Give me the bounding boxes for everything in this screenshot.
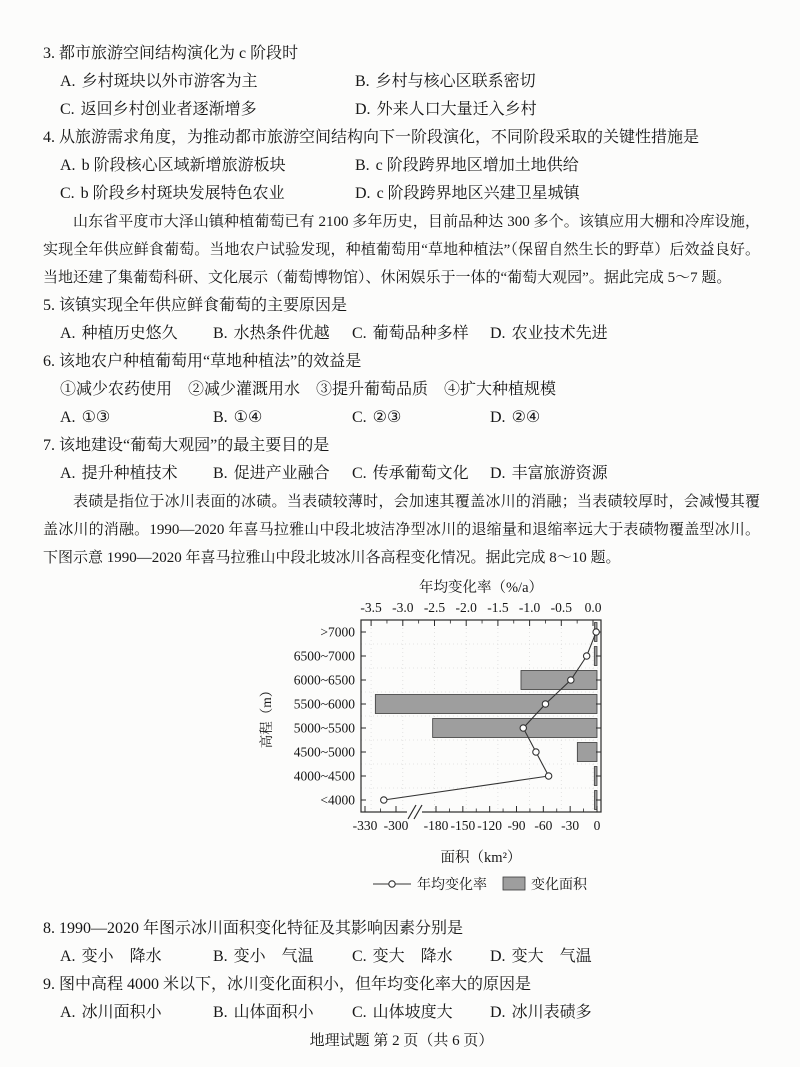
option-label: C. bbox=[352, 465, 367, 482]
question-q5 bbox=[43, 292, 760, 348]
top-axis-tick-label: 0.0 bbox=[584, 600, 602, 615]
bottom-axis-tick-label: -60 bbox=[534, 818, 553, 833]
option-text: 农业技术先进 bbox=[511, 325, 608, 342]
option-label: A. bbox=[60, 409, 76, 426]
option-text: 冰川面积小 bbox=[81, 1004, 162, 1021]
options-row bbox=[60, 320, 760, 348]
question-q4 bbox=[43, 124, 760, 208]
question-number: 3. bbox=[43, 45, 55, 62]
area-change-bar bbox=[433, 719, 597, 738]
option-label: C. bbox=[352, 325, 367, 342]
option-label: D. bbox=[490, 948, 506, 965]
option-text: ②③ bbox=[372, 409, 402, 426]
option-label: C. bbox=[352, 1004, 367, 1021]
option-text: b 阶段核心区域新增旅游板块 bbox=[81, 157, 286, 174]
category-label: 6000~6500 bbox=[293, 672, 355, 688]
option-B bbox=[213, 943, 352, 971]
question-stem-line bbox=[43, 40, 760, 68]
option-label: D. bbox=[490, 465, 506, 482]
option-label: B. bbox=[213, 325, 228, 342]
option-label: B. bbox=[355, 157, 370, 174]
option-text: 山体面积小 bbox=[233, 1004, 314, 1021]
question-number: 6. bbox=[43, 353, 55, 370]
sub-items-text: ①减少农药使用 ②减少灌溉用水 ③提升葡萄品质 ④扩大种植规模 bbox=[60, 381, 557, 398]
option-A bbox=[60, 320, 213, 348]
top-axis-tick-label: -3.5 bbox=[360, 600, 382, 615]
option-text: 水热条件优越 bbox=[233, 325, 330, 342]
top-axis-tick-label: -1.5 bbox=[487, 600, 509, 615]
option-B bbox=[213, 404, 352, 432]
rate-marker bbox=[583, 653, 589, 659]
option-text: 提升种植技术 bbox=[81, 465, 178, 482]
category-label: 4500~5000 bbox=[293, 744, 355, 760]
option-label: B. bbox=[213, 409, 228, 426]
option-text: c 阶段跨界地区兴建卫星城镇 bbox=[376, 185, 580, 202]
bottom-axis-tick-label: -120 bbox=[477, 818, 503, 833]
question-stem-line bbox=[43, 292, 760, 320]
option-A bbox=[60, 68, 355, 96]
option-C bbox=[60, 180, 355, 208]
question-number: 5. bbox=[43, 297, 55, 314]
option-D bbox=[490, 404, 760, 432]
question-q8 bbox=[43, 915, 760, 971]
rate-marker bbox=[381, 797, 387, 803]
option-D bbox=[355, 96, 760, 124]
question-stem-line bbox=[43, 348, 760, 376]
legend-marker-sample bbox=[389, 881, 395, 887]
question-number: 9. bbox=[43, 976, 55, 993]
question-q6 bbox=[43, 348, 760, 432]
passage-text: 山东省平度市大泽山镇种植葡萄已有 2100 多年历史，目前品种达 300 多个。该镇应用大棚和冷库设施，实现全年供应鲜食葡萄。当地农户试验发现，种植葡萄用“草地种植法”（保留自然生长的野草）后效益良好。当地还建了集葡萄科研、文化展示（葡萄博物馆）、休闲娱乐于一体的“葡萄大观园”。据此完成 5～7 题。 bbox=[43, 214, 760, 286]
option-C bbox=[60, 96, 355, 124]
question-q7 bbox=[43, 432, 760, 488]
options-row bbox=[60, 943, 760, 971]
question-stem-line bbox=[43, 971, 760, 999]
option-B bbox=[355, 68, 760, 96]
options-row bbox=[60, 999, 760, 1027]
option-label: A. bbox=[60, 1004, 76, 1021]
option-D bbox=[490, 460, 760, 488]
bottom-axis-tick-label: -330 bbox=[352, 818, 378, 833]
option-C bbox=[352, 999, 490, 1027]
question-q3 bbox=[43, 40, 760, 124]
page-footer: 地理试题 第 2 页（共 6 页） bbox=[309, 1033, 494, 1049]
option-text: 乡村斑块以外市游客为主 bbox=[81, 73, 258, 90]
question-stem: 该地农户种植葡萄用“草地种植法”的效益是 bbox=[59, 353, 362, 370]
question-stem-line bbox=[43, 124, 760, 152]
option-text: ①③ bbox=[81, 409, 111, 426]
option-A bbox=[60, 943, 213, 971]
bottom-axis-tick-label: 0 bbox=[593, 818, 601, 833]
option-D bbox=[490, 999, 760, 1027]
bottom-axis-tick-label: -30 bbox=[561, 818, 580, 833]
option-C bbox=[352, 460, 490, 488]
question-stem: 图中高程 4000 米以下，冰川变化面积小，但年均变化率大的原因是 bbox=[59, 976, 532, 993]
rate-marker bbox=[568, 677, 574, 683]
option-text: 变大 气温 bbox=[511, 948, 592, 965]
question-stem: 从旅游需求角度，为推动都市旅游空间结构向下一阶段演化，不同阶段采取的关键性措施是 bbox=[59, 129, 700, 146]
question-stem: 该镇实现全年供应鲜食葡萄的主要原因是 bbox=[59, 297, 348, 314]
option-label: D. bbox=[355, 185, 371, 202]
option-C bbox=[352, 404, 490, 432]
option-label: D. bbox=[490, 1004, 506, 1021]
option-A bbox=[60, 404, 213, 432]
options-row bbox=[60, 404, 760, 432]
rate-marker bbox=[545, 773, 551, 779]
question-q9 bbox=[43, 971, 760, 1027]
options-row bbox=[60, 180, 760, 208]
option-label: B. bbox=[355, 73, 370, 90]
bottom-axis-tick-label: -150 bbox=[450, 818, 476, 833]
option-text: 返回乡村创业者逐渐增多 bbox=[80, 101, 257, 118]
option-C bbox=[352, 320, 490, 348]
option-text: 山体坡度大 bbox=[372, 1004, 453, 1021]
rate-marker bbox=[533, 749, 539, 755]
option-D bbox=[490, 320, 760, 348]
option-text: 冰川表碛多 bbox=[511, 1004, 592, 1021]
option-text: 外来人口大量迁入乡村 bbox=[376, 101, 537, 118]
option-label: A. bbox=[60, 465, 76, 482]
chart-svg bbox=[243, 572, 643, 902]
options-row bbox=[60, 152, 760, 180]
option-text: ②④ bbox=[511, 409, 541, 426]
option-A bbox=[60, 152, 355, 180]
option-label: A. bbox=[60, 948, 76, 965]
option-label: B. bbox=[213, 465, 228, 482]
top-axis-tick-label: -3.0 bbox=[392, 600, 414, 615]
passage-text: 表碛是指位于冰川表面的冰碛。当表碛较薄时，会加速其覆盖冰川的消融；当表碛较厚时，会减慢其覆盖冰川的消融。1990—2020 年喜马拉雅山中段北坡洁净型冰川的退缩量和退缩率远大于表碛物覆盖型冰川。下图示意 1990—2020 年喜马拉雅山中段北坡冰川各高程变化情况。据此完成 8～10 题。 bbox=[43, 494, 760, 566]
option-text: 传承葡萄文化 bbox=[372, 465, 469, 482]
option-A bbox=[60, 460, 213, 488]
option-text: ①④ bbox=[233, 409, 263, 426]
glacier-elevation-chart bbox=[243, 572, 643, 907]
option-text: b 阶段乡村斑块发展特色农业 bbox=[80, 185, 285, 202]
question-stem: 1990—2020 年图示冰川面积变化特征及其影响因素分别是 bbox=[59, 920, 464, 937]
option-B bbox=[213, 320, 352, 348]
option-text: 变小 气温 bbox=[233, 948, 314, 965]
option-label: D. bbox=[490, 409, 506, 426]
option-text: 种植历史悠久 bbox=[81, 325, 178, 342]
question-number: 4. bbox=[43, 129, 55, 146]
option-text: c 阶段跨界地区增加土地供给 bbox=[375, 157, 579, 174]
question-number: 7. bbox=[43, 437, 55, 454]
question-stem-line bbox=[43, 432, 760, 460]
legend-rate-label: 年均变化率 bbox=[417, 878, 487, 893]
question-stem-line bbox=[43, 915, 760, 943]
bottom-axis-tick-label: -90 bbox=[507, 818, 526, 833]
category-label: 5000~5500 bbox=[293, 720, 355, 736]
option-C bbox=[352, 943, 490, 971]
rate-marker bbox=[593, 629, 599, 635]
option-text: 丰富旅游资源 bbox=[511, 465, 608, 482]
rate-marker bbox=[542, 701, 548, 707]
top-axis-title: 年均变化率（%/a） bbox=[418, 580, 544, 596]
option-label: B. bbox=[213, 948, 228, 965]
bottom-axis-tick-label: -180 bbox=[423, 818, 449, 833]
top-axis-tick-label: -2.0 bbox=[455, 600, 477, 615]
bottom-axis-title: 面积（km²） bbox=[440, 850, 522, 866]
options-row bbox=[60, 68, 760, 96]
y-axis-title: 高程（m） bbox=[259, 683, 274, 749]
option-label: D. bbox=[490, 325, 506, 342]
option-D bbox=[355, 180, 760, 208]
top-axis-tick-label: -2.5 bbox=[423, 600, 446, 615]
top-axis-tick-label: -0.5 bbox=[550, 600, 572, 615]
option-text: 变大 降水 bbox=[372, 948, 453, 965]
option-label: C. bbox=[60, 101, 75, 118]
option-text: 葡萄品种多样 bbox=[372, 325, 469, 342]
option-label: B. bbox=[213, 1004, 228, 1021]
option-label: A. bbox=[60, 73, 76, 90]
legend-bar-sample bbox=[503, 877, 525, 890]
question-sub-items bbox=[60, 376, 760, 404]
option-label: C. bbox=[352, 948, 367, 965]
option-label: D. bbox=[355, 101, 371, 118]
option-B bbox=[213, 999, 352, 1027]
area-change-bar bbox=[375, 695, 597, 714]
top-axis-tick-label: -1.0 bbox=[518, 600, 541, 615]
options-row bbox=[60, 96, 760, 124]
question-number: 8. bbox=[43, 920, 55, 937]
option-text: 乡村与核心区联系密切 bbox=[375, 73, 536, 90]
area-change-bar bbox=[577, 743, 597, 762]
option-B bbox=[213, 460, 352, 488]
rate-marker bbox=[520, 725, 526, 731]
category-label: 6500~7000 bbox=[293, 648, 355, 664]
option-B bbox=[355, 152, 760, 180]
options-row bbox=[60, 460, 760, 488]
option-label: C. bbox=[352, 409, 367, 426]
area-change-bar bbox=[521, 671, 597, 690]
question-stem: 都市旅游空间结构演化为 c 阶段时 bbox=[59, 45, 299, 62]
legend-area-label: 变化面积 bbox=[531, 878, 587, 893]
question-stem: 该地建设“葡萄大观园”的最主要目的是 bbox=[59, 437, 330, 454]
option-A bbox=[60, 999, 213, 1027]
option-label: A. bbox=[60, 325, 76, 342]
category-label: >7000 bbox=[320, 624, 355, 640]
category-label: <4000 bbox=[320, 792, 355, 808]
option-label: A. bbox=[60, 157, 76, 174]
option-text: 促进产业融合 bbox=[233, 465, 330, 482]
category-label: 4000~4500 bbox=[293, 768, 355, 784]
option-D bbox=[490, 943, 760, 971]
option-label: C. bbox=[60, 185, 75, 202]
option-text: 变小 降水 bbox=[81, 948, 162, 965]
bottom-axis-tick-label: -300 bbox=[383, 818, 409, 833]
category-label: 5500~6000 bbox=[293, 696, 355, 712]
